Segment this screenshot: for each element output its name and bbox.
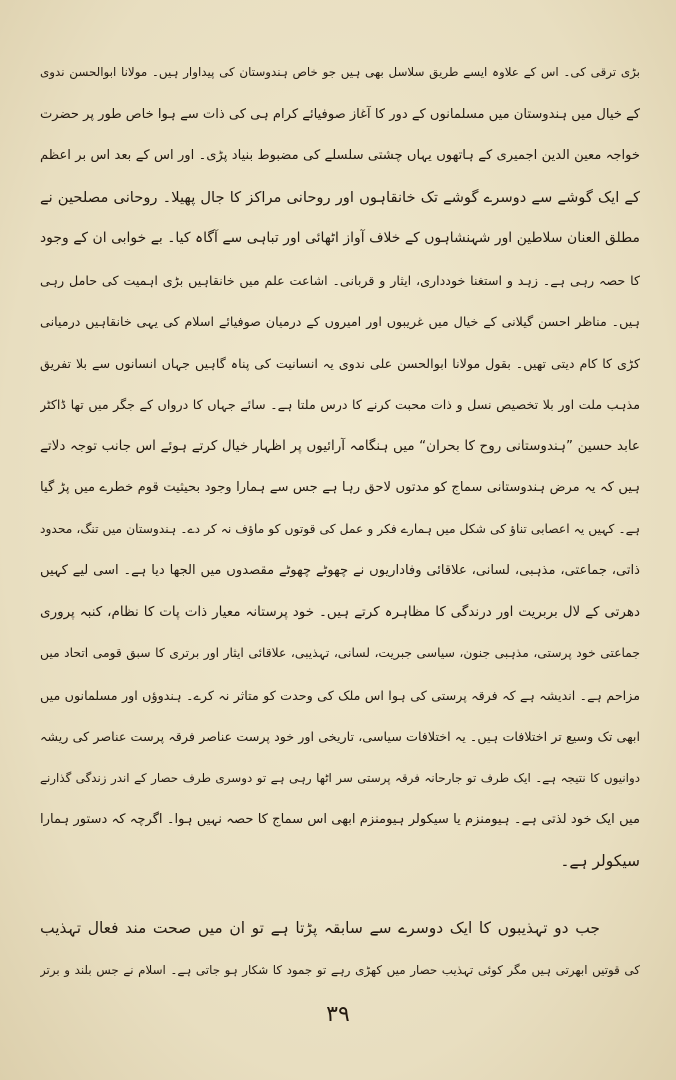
text-line: مطلق العنان سلاطین اور شہنشاہوں کے خلاف آواز اٹھائی اور تباہی سے آگاہ کیا۔ بے خوابی ان کے وجود — [40, 230, 640, 246]
text-line: میں ایک خود لذتی ہے۔ ہیومنزم یا سیکولر ہیومنزم ابھی اس سماج کا حصہ نہیں ہوا۔ اگرچہ کہ دستور ہمارا — [40, 812, 640, 827]
text-line: جب دو تہذیبوں کا ایک دوسرے سے سابقہ پڑتا ہے تو ان میں صحت مند فعال تہذیب — [40, 919, 600, 937]
text-line: ابھی تک وسیع تر اختلافات ہیں۔ یہ اختلافات سیاسی، تاریخی اور خود پرست عناصر فرقہ پرست عناصر کی ریشہ — [40, 729, 640, 744]
text-line: جماعتی خود پرستی، مذہبی جنون، سیاسی جبریت، لسانی، تہذیبی، علاقائی ایثار اور برتری کا سبق قومی اتحاد میں — [40, 646, 640, 660]
text-line: ذاتی، جماعتی، مذہبی، لسانی، علاقائی وفاداریوں نے چھوٹے چھوٹے مقصدوں میں الجھا دیا ہے۔ اسی لیے کہیں — [40, 563, 640, 578]
text-line: دھرتی کے لال بربریت اور درندگی کا مظاہرہ کرتے ہیں۔ خود پرستانہ معیار ذات پات کا نظام، کنبہ پروری — [40, 603, 640, 620]
text-line: خواجہ معین الدین اجمیری کے ہاتھوں یہاں چشتی سلسلے کی مضبوط بنیاد پڑی۔ اور اس کے بعد اس بر اعظم — [40, 148, 640, 163]
text-line: ہیں کہ یہ مرض ہندوستانی سماج کو مدتوں لاحق رہا ہے جس سے ہمارا وجود بحیثیت قوم خطرے میں پڑ گیا — [40, 480, 640, 495]
text-line: کے خیال میں ہندوستان میں مسلمانوں کے دور کا آغاز صوفیائے کرام ہی کی ذات سے ہوا خاص طور پر حضرت — [40, 106, 640, 122]
text-line: کے ایک گوشے سے دوسرے گوشے تک خانقاہوں اور روحانی مراکز کا جال پھیلا۔ روحانی مصلحین نے — [40, 188, 640, 206]
text-line: ہیں۔ مناظر احسن گیلانی کے خیال میں غریبوں اور امیروں کے درمیان صوفیائے اسلام کی یہی خانقاہیں درمیانی — [40, 314, 640, 329]
text-line: مذہب ملت اور بلا تخصیص نسل و ذات محبت کرنے کا درس ملتا ہے۔ سائے جہاں کا درواں کے جگر میں تھا ڈاکٹر — [40, 397, 640, 412]
text-line: کڑی کا کام دیتی تھیں۔ بقول مولانا ابوالحسن علی ندوی یہ انسانیت کی پناہ گاہیں جہاں انسانوں سے بلا تفریق — [40, 355, 640, 371]
text-line: عابد حسین ”ہندوستانی روح کا بحران“ میں ہنگامہ آرائیوں پر اظہار خیال کرتے ہوئے اس جانب توجہ دلاتے — [40, 437, 640, 454]
text-line: سیکولر ہے۔ — [560, 851, 640, 870]
paragraph-1 — [40, 52, 640, 882]
text-line: ہے۔ کہیں یہ اعصابی تناؤ کی شکل میں ہمارے فکر و عمل کی قوتوں کو ماؤف نہ کر دے۔ ہندوستان میں تنگ، محدود — [40, 521, 640, 536]
text-line: مزاحم ہے۔ اندیشہ ہے کہ فرقہ پرستی کی ہوا اس ملک کی وحدت کو متاثر نہ کرے۔ ہندوؤں اور مسلمانوں میں — [40, 687, 640, 703]
text-line: بڑی ترقی کی۔ اس کے علاوہ ایسے طریق سلاسل بھی ہیں جو خاص ہندوستان کی پیداوار ہیں۔ مولانا ابوالحسن ندوی — [40, 65, 640, 79]
body-text — [40, 52, 640, 991]
paragraph-gap — [40, 882, 640, 908]
text-line: کی قوتیں ابھرتی ہیں مگر کوئی تہذیب حصار میں کھڑی رہے تو جمود کا شکار ہو جاتی ہے۔ اسلام نے جس بلند و برتر — [40, 962, 640, 977]
page-number: ۳۹ — [326, 1002, 350, 1027]
text-line: کا حصہ رہی ہے۔ زہد و استغنا خودداری، ایثار و قربانی۔ اشاعت علم میں خانقاہیں بڑی اہمیت کی حامل رہی — [40, 272, 640, 288]
text-line: دوانیوں کا نتیجہ ہے۔ ایک طرف تو جارحانہ فرقہ پرستی سر اٹھا رہی ہے تو دوسری طرف حصار کے اندر زندگی گذارنے — [40, 770, 640, 785]
paragraph-2 — [40, 908, 640, 991]
